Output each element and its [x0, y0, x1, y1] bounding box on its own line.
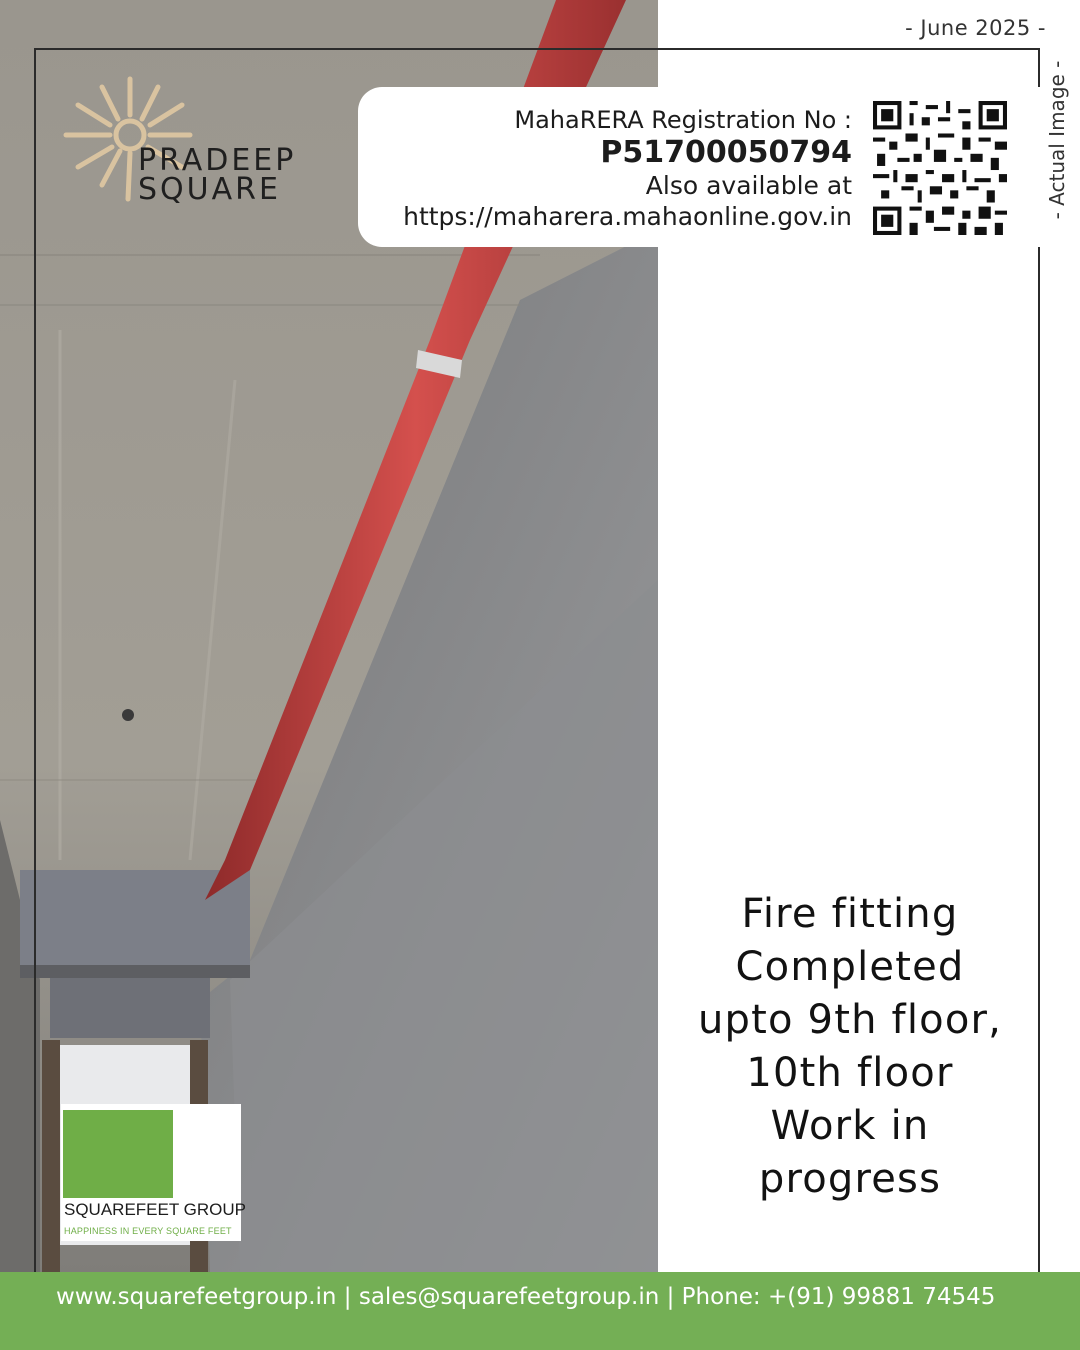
- group-name-secondary: GROUP: [178, 1200, 246, 1219]
- date-label: - June 2025 -: [905, 16, 1046, 40]
- contact-footer: [0, 1272, 1080, 1350]
- rera-text: [403, 105, 852, 233]
- rera-card: [358, 87, 1040, 247]
- caption-line: progress: [758, 1156, 942, 1202]
- rera-url-link[interactable]: https://maharera.mahaonline.gov.in: [403, 202, 852, 231]
- rera-label: MahaRERA Registration No :: [514, 106, 852, 134]
- brand-line-1: PRADEEP: [138, 143, 297, 178]
- caption-line: 10th floor: [746, 1050, 954, 1096]
- squarefeet-group-logo: [61, 1104, 246, 1241]
- rera-also-label: Also available at: [645, 171, 852, 200]
- frame-line-top: [34, 48, 1040, 50]
- group-tagline: HAPPINESS IN EVERY SQUARE FEET: [64, 1226, 232, 1236]
- group-name-primary: SQUAREFEET: [64, 1200, 179, 1219]
- frame-line-left: [34, 48, 36, 1272]
- rera-number: P51700050794: [600, 135, 852, 170]
- qr-code-icon[interactable]: [873, 101, 1007, 235]
- logo-green-square: [63, 1110, 173, 1198]
- group-name: [64, 1200, 246, 1220]
- actual-image-label: - Actual Image -: [1045, 60, 1069, 220]
- brand-name: [138, 143, 297, 207]
- caption-line: Completed: [735, 944, 965, 990]
- caption-line: upto 9th floor,: [697, 997, 1003, 1043]
- progress-caption: [676, 888, 1024, 1206]
- contact-details[interactable]: www.squarefeetgroup.in | sales@squarefeetgroup.in | Phone: +(91) 99881 74545: [56, 1284, 996, 1310]
- caption-line: Work in: [770, 1103, 930, 1149]
- caption-line: Fire fitting: [741, 891, 959, 937]
- brand-line-2: SQUARE: [138, 172, 281, 207]
